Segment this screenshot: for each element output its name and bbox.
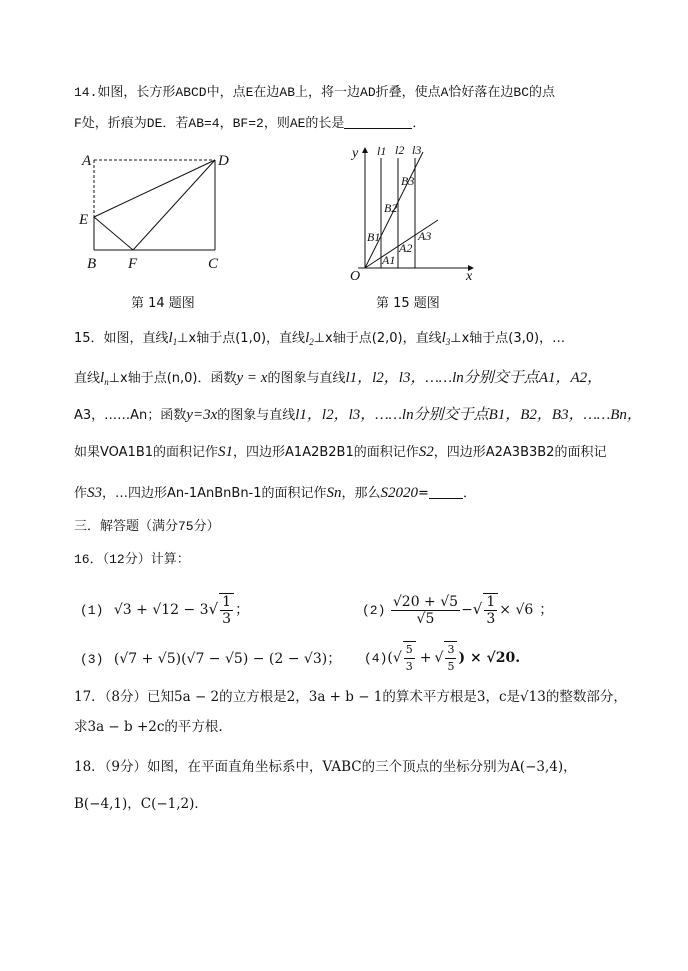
q16-part2 bbox=[362, 589, 553, 631]
fig14-label-c: C bbox=[208, 256, 219, 272]
q16-p1-end: ； bbox=[235, 602, 250, 618]
fig15-label-l2: l2 bbox=[395, 143, 405, 157]
q16-p4-n2: 3 bbox=[445, 642, 456, 659]
q15-l2-func: y = x bbox=[236, 370, 268, 386]
q15-l1-a: 15．如图，直线 bbox=[74, 331, 169, 346]
q14-answer-blank[interactable] bbox=[344, 114, 412, 129]
q16-p4-label: (4) bbox=[364, 651, 388, 666]
q15-l1-b: ⊥x轴于点(1,0)，直线 bbox=[177, 331, 306, 346]
q15-l3-e: B1，B2，B3，……Bn， bbox=[488, 407, 642, 423]
q14-line2 bbox=[74, 114, 425, 133]
q15-answer-blank[interactable] bbox=[429, 484, 463, 499]
fig14-label-d: D bbox=[218, 153, 229, 169]
q15-line5 bbox=[74, 484, 476, 503]
fig15-label-a1: A1 bbox=[382, 253, 396, 267]
fig14-label-b: B bbox=[87, 256, 97, 272]
q16-p2-fd: 3 bbox=[486, 611, 496, 627]
q15-s2: S2 bbox=[418, 444, 434, 460]
q16-p3-label: (3) bbox=[80, 652, 104, 667]
q15-l5-a: 作 bbox=[74, 486, 88, 501]
q15-s1: S1 bbox=[218, 444, 234, 460]
q15-line2 bbox=[74, 369, 602, 391]
q15-sn: Sn bbox=[326, 485, 342, 501]
q16-p4-open: ( bbox=[387, 650, 393, 666]
q15-l3-c: 的图象与直线 bbox=[217, 408, 296, 423]
q16-p4-d1: 3 bbox=[405, 660, 413, 673]
section-3-heading: 三．解答题（满分75分） bbox=[74, 519, 220, 534]
q15-l5-c: ，那么 bbox=[341, 486, 381, 501]
q16-p2-end: ； bbox=[539, 602, 554, 618]
fig15-label-l1: l1 bbox=[377, 144, 387, 158]
q16-p4-n1: 5 bbox=[404, 642, 415, 659]
q15-l3-a: A3，……An；函数 bbox=[74, 408, 187, 423]
q16-p2-den: √5 bbox=[416, 610, 435, 627]
q15-l5-d: = bbox=[418, 486, 429, 501]
fig14-ef bbox=[94, 217, 133, 250]
q15-line1 bbox=[74, 329, 565, 351]
q16-p2-fn: 1 bbox=[486, 594, 496, 610]
q15-l2-b: ⊥x轴于点(n,0)．函数 bbox=[108, 371, 237, 386]
q16-p2-sqrt-icon: √ bbox=[472, 600, 483, 618]
q16-p4-tail: ) × √20 bbox=[458, 650, 516, 666]
q16-p3-expr: (√7 + √5)(√7 − √5) − (2 − √3) bbox=[113, 651, 328, 667]
q16-p4-plus: + bbox=[419, 650, 432, 666]
q16-title: 16．（12分）计算： bbox=[74, 552, 190, 567]
q15-l2-e: l1，l2，l3，……ln分别交于点 bbox=[345, 370, 539, 386]
q14-line1: 14.如图，长方形ABCD中，点E在边AB上，将一边AD折叠，使点A恰好落在边BC的点 bbox=[74, 85, 556, 100]
q18-line1: 18．（9分）如图，在平面直角坐标系中，VABC的三个顶点的坐标分别为A(−3,4)， bbox=[74, 759, 577, 775]
q15-l1-d: ⊥x轴于点(3,0)，… bbox=[450, 331, 566, 346]
q16-p4-sqrt-icon-2: √ bbox=[434, 650, 444, 666]
q16-p1-label: (1) bbox=[80, 603, 104, 618]
fig14-label-a: A bbox=[82, 153, 92, 169]
q15-ln-sym: $l_n$ bbox=[100, 370, 109, 387]
fig15-label-b3: B3 bbox=[401, 174, 415, 188]
q14-line2-end: ． bbox=[412, 116, 426, 131]
q16-p2-frac2 bbox=[483, 593, 498, 627]
q15-l2-a: 直线 bbox=[74, 371, 101, 386]
fig15-label-a3: A3 bbox=[418, 229, 432, 243]
q18-line2: B(−4,1)，C(−1,2)． bbox=[74, 796, 208, 812]
q17-line2: 求3a − b +2c的平方根. bbox=[74, 719, 223, 735]
q15-l2-sym: $l_2$ bbox=[305, 330, 314, 347]
q16-p3-end: ； bbox=[327, 651, 342, 667]
fig15-label-o: O bbox=[350, 269, 361, 284]
q15-l3-d: l1，l2，l3，……ln分别交于点 bbox=[295, 407, 489, 423]
q15-line4 bbox=[74, 443, 606, 462]
q15-l3-sym: $l_3$ bbox=[441, 330, 451, 347]
fig14-caption: 第 14 题图 bbox=[131, 296, 195, 311]
q15-l4-a: 如果VOA1B1的面积记作 bbox=[74, 445, 219, 460]
fig15-label-a2: A2 bbox=[399, 241, 413, 255]
fig15-label-b1: B1 bbox=[367, 230, 381, 244]
fig15-label-x: x bbox=[466, 269, 473, 284]
fig15-label-y: y bbox=[352, 146, 359, 161]
fig15-label-l3: l3 bbox=[412, 143, 422, 157]
q16-p4-end: . bbox=[515, 650, 521, 666]
figure-14 bbox=[70, 145, 240, 275]
q15-line3 bbox=[74, 406, 642, 425]
figure-15 bbox=[338, 140, 488, 285]
q16-part4 bbox=[364, 640, 520, 677]
q15-l5-e: ． bbox=[462, 486, 476, 501]
q15-l2-d: 的图象与直线 bbox=[267, 371, 346, 386]
q16-p2-minus: − bbox=[461, 602, 473, 618]
q15-l4-b: ，四边形A1A2B2B1的面积记作 bbox=[233, 445, 419, 460]
q16-p2-tail: × √6 bbox=[499, 602, 534, 618]
q15-l5-b: ，…四边形An-1AnBnBn-1的面积记作 bbox=[102, 486, 327, 501]
q16-part1 bbox=[80, 592, 249, 628]
q16-p4-sqrt-icon-1: √ bbox=[392, 650, 402, 666]
q15-l3-func: y=3x bbox=[186, 407, 218, 423]
fig15-label-b2: B2 bbox=[384, 201, 398, 215]
q16-p2-frac bbox=[391, 594, 460, 627]
q14-line2-text: F处，折痕为DE．若AB=4，BF=2，则AE的长是 bbox=[74, 116, 345, 131]
q16-p1-frac bbox=[219, 593, 234, 627]
q16-p2-num: √20 + √5 bbox=[392, 593, 459, 610]
q16-part3 bbox=[80, 650, 341, 669]
q17-line1: 17．（8分）已知5a − 2的立方根是2，3a + b − 1的算术平方根是3，c是√13的整数部分， bbox=[74, 689, 627, 705]
fig14-label-f: F bbox=[128, 256, 138, 272]
fig15-caption: 第 15 题图 bbox=[376, 296, 440, 311]
q16-p4-frac1 bbox=[403, 641, 416, 675]
q16-p4-d2: 5 bbox=[447, 660, 455, 673]
q16-p4-frac2 bbox=[444, 641, 457, 675]
q15-s2020: S2020 bbox=[380, 485, 419, 501]
q15-s3: S3 bbox=[87, 485, 103, 501]
q15-l2-f: A1，A2， bbox=[538, 370, 603, 386]
fig14-ed bbox=[94, 160, 215, 217]
q15-l1-c: ⊥x轴于点(2,0)，直线 bbox=[313, 331, 442, 346]
q16-p1-expr: √3 + √12 − 3 bbox=[113, 602, 209, 618]
q16-p1-sqrt-icon: √ bbox=[208, 600, 219, 618]
q16-p1-frac-num: 1 bbox=[222, 594, 232, 610]
q15-l4-c: ，四边形A2A3B3B2的面积记 bbox=[433, 445, 607, 460]
fig14-fd bbox=[133, 160, 215, 250]
q16-p2-label: (2) bbox=[362, 603, 386, 618]
q15-l1-sym: $l_1$ bbox=[168, 330, 178, 347]
fig14-label-e: E bbox=[79, 212, 89, 228]
q16-p1-frac-den: 3 bbox=[222, 611, 232, 627]
